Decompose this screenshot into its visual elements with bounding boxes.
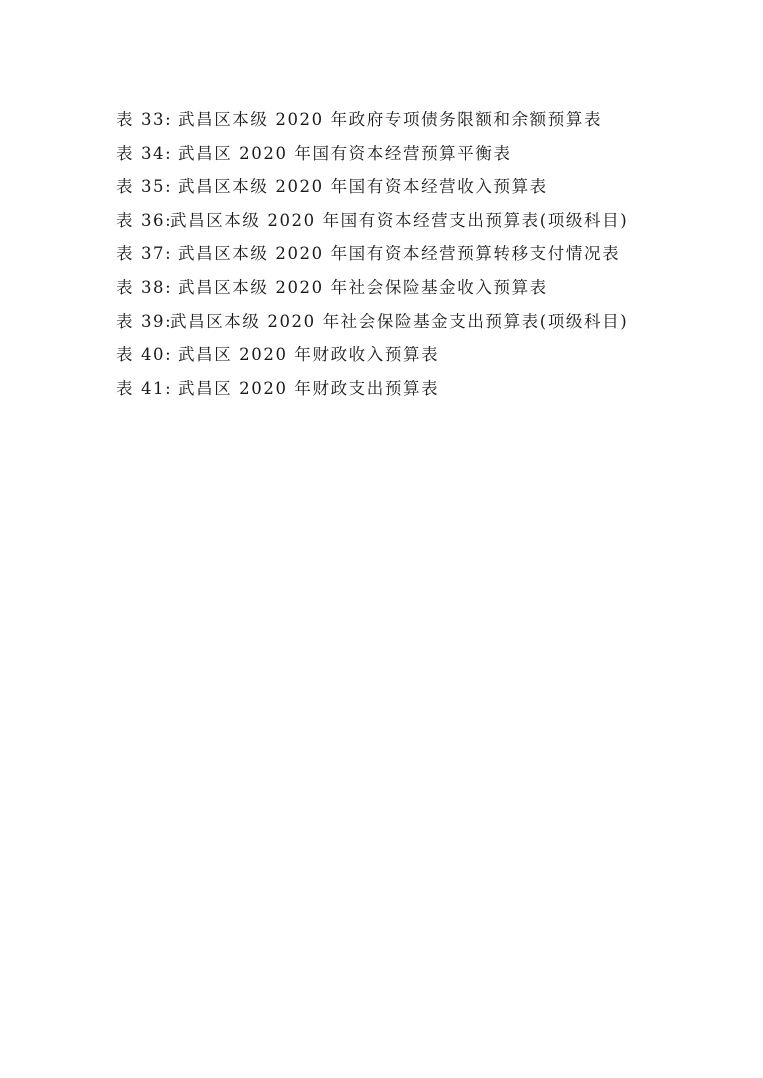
toc-item-title: 武昌区 2020 年财政收入预算表 <box>178 345 440 365</box>
toc-item-number: 表 34: <box>116 143 173 163</box>
toc-item-title: 武昌区本级 2020 年社会保险基金支出预算表(项级科目) <box>170 311 629 331</box>
toc-item-title: 武昌区本级 2020 年国有资本经营收入预算表 <box>178 177 548 197</box>
toc-item-table-37 <box>116 237 716 271</box>
toc-item-title: 武昌区本级 2020 年国有资本经营预算转移支付情况表 <box>178 244 621 264</box>
toc-item-number: 表 38: <box>116 277 173 297</box>
toc-item-number: 表 36: <box>116 210 173 230</box>
toc-item-number: 表 39: <box>116 311 173 331</box>
toc-item-number: 表 40: <box>116 345 173 365</box>
toc-item-title: 武昌区本级 2020 年政府专项债务限额和余额预算表 <box>178 110 603 129</box>
toc-item-table-35 <box>116 170 716 204</box>
toc-item-number: 表 37: <box>116 244 173 264</box>
toc-item-number: 表 35: <box>116 177 173 197</box>
toc-item-table-34 <box>116 137 716 171</box>
toc-item-number: 表 41: <box>116 378 173 398</box>
toc-item-number: 表 33: <box>116 110 173 129</box>
toc-item-table-36 <box>116 204 716 238</box>
toc-item-title: 武昌区本级 2020 年社会保险基金收入预算表 <box>178 277 548 297</box>
toc-item-table-40 <box>116 338 716 372</box>
toc-item-table-39 <box>116 305 716 339</box>
toc-item-title: 武昌区本级 2020 年国有资本经营支出预算表(项级科目) <box>170 210 629 230</box>
toc-item-table-38 <box>116 271 716 305</box>
toc-item-table-41 <box>116 372 716 406</box>
table-of-contents <box>116 103 716 405</box>
toc-item-title: 武昌区 2020 年财政支出预算表 <box>178 378 440 398</box>
toc-item-title: 武昌区 2020 年国有资本经营预算平衡表 <box>178 143 512 163</box>
toc-item-table-33 <box>116 103 716 137</box>
